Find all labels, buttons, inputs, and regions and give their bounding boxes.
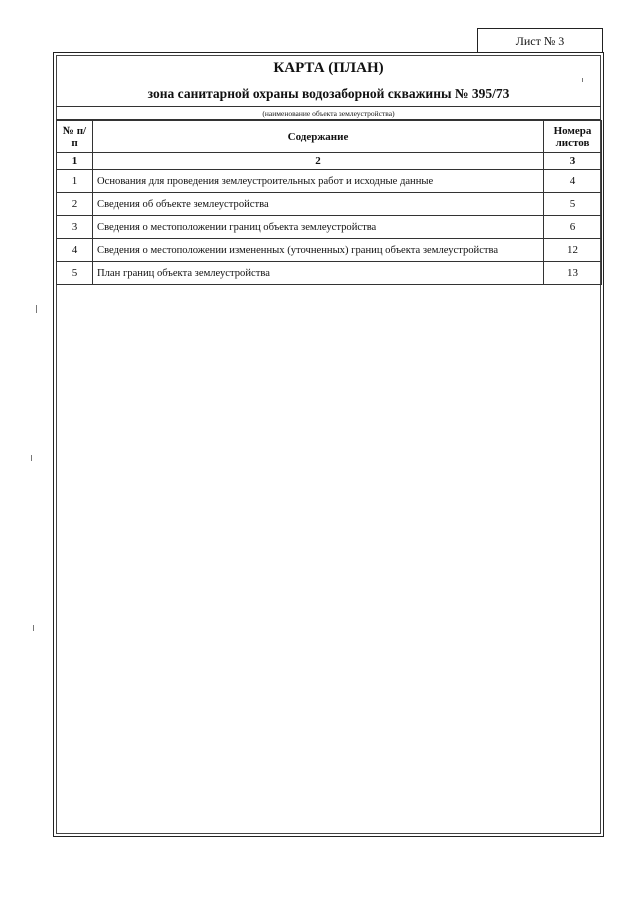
column-number: 1 [57, 153, 93, 170]
row-number: 3 [57, 216, 93, 239]
row-content: Сведения о местоположении измененных (уточненных) границ объекта землеустройства [93, 239, 544, 262]
row-page: 6 [544, 216, 602, 239]
document-title: КАРТА (ПЛАН) [273, 60, 384, 76]
subtitle-note: (наименование объекта землеустройства) [262, 109, 395, 118]
column-number: 3 [544, 153, 602, 170]
row-content: Сведения об объекте землеустройства [93, 193, 544, 216]
header-number: № п/п [57, 121, 93, 153]
sheet-number-label: Лист № 3 [477, 28, 603, 52]
scan-speck [582, 78, 583, 82]
row-page: 13 [544, 262, 602, 285]
row-number: 1 [57, 170, 93, 193]
scan-speck [33, 625, 34, 631]
table-header-row [57, 121, 602, 153]
table-row [57, 216, 602, 239]
subtitle-underline [56, 106, 601, 107]
scan-speck [36, 305, 37, 313]
header-content: Содержание [93, 121, 544, 153]
row-content: План границ объекта землеустройства [93, 262, 544, 285]
row-content: Сведения о местоположении границ объекта землеустройства [93, 216, 544, 239]
row-content: Основания для проведения землеустроительных работ и исходные данные [93, 170, 544, 193]
row-number: 4 [57, 239, 93, 262]
row-number: 5 [57, 262, 93, 285]
contents-table [56, 120, 602, 285]
scan-speck [31, 455, 32, 461]
row-page: 12 [544, 239, 602, 262]
table-row [57, 170, 602, 193]
column-number: 2 [93, 153, 544, 170]
table-row [57, 239, 602, 262]
row-page: 4 [544, 170, 602, 193]
document-subtitle: зона санитарной охраны водозаборной скважины № 395/73 [147, 86, 510, 101]
column-number-row [57, 153, 602, 170]
row-number: 2 [57, 193, 93, 216]
table-row [57, 262, 602, 285]
row-page: 5 [544, 193, 602, 216]
table-row [57, 193, 602, 216]
header-pages: Номера листов [544, 121, 602, 153]
